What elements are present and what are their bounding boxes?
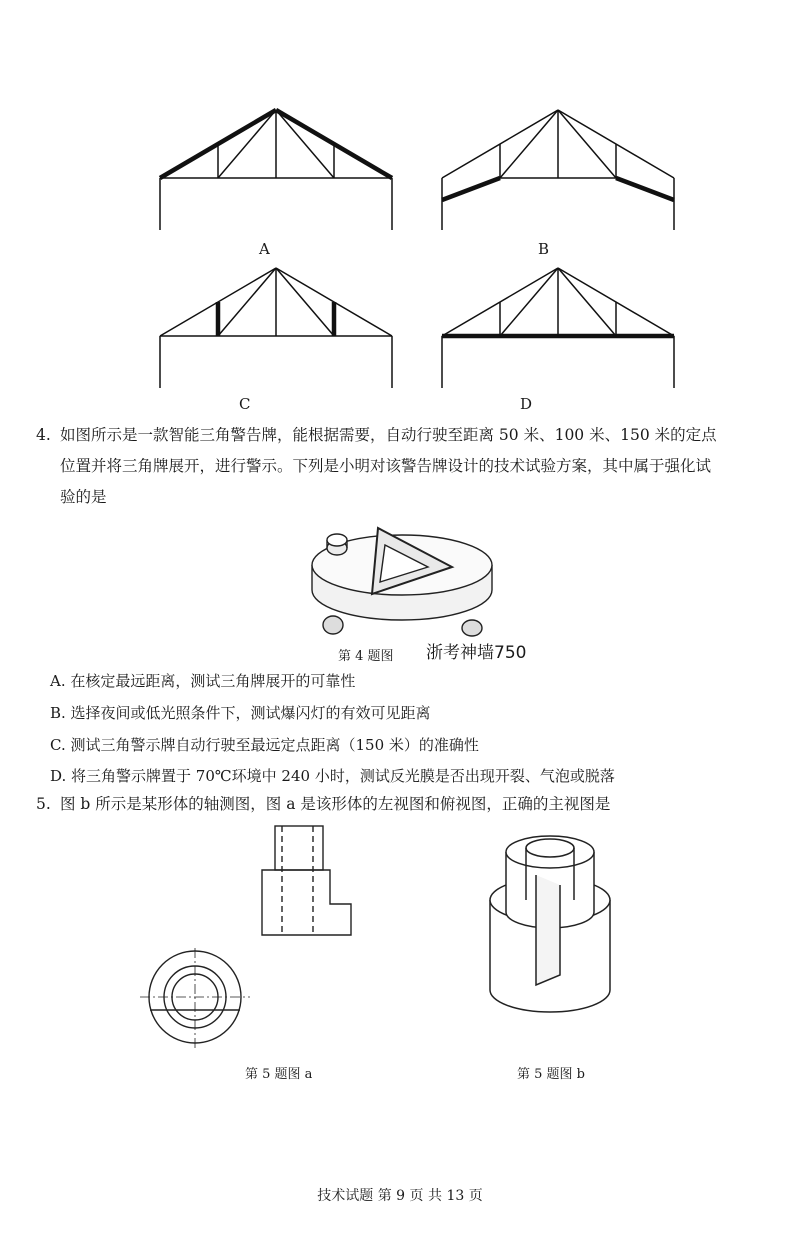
q5-stem: 图 b 所示是某形体的轴测图，图 a 是该形体的左视图和俯视图，正确的主视图是 bbox=[60, 795, 611, 813]
watermark: 浙考神墙750 bbox=[426, 643, 527, 663]
q4-figure-caption: 第 4 题图 bbox=[338, 649, 394, 664]
q4-option-a: A. 在核定最远距离，测试三角牌展开的可靠性 bbox=[50, 672, 356, 690]
q5-number: 5. bbox=[36, 795, 51, 813]
q4-option-c: C. 测试三角警示牌自动行驶至最远定点距离（150 米）的准确性 bbox=[50, 736, 479, 754]
q4-stem-line2: 位置并将三角牌展开，进行警示。下列是小明对该警告牌设计的技术试验方案，其中属于强化试 bbox=[60, 457, 712, 475]
truss-label-b: B bbox=[538, 240, 550, 258]
q5-caption-b: 第 5 题图 b bbox=[517, 1067, 585, 1082]
truss-label-c: C bbox=[239, 395, 251, 413]
q5-caption-a: 第 5 题图 a bbox=[245, 1067, 313, 1082]
q4-option-d: D. 将三角警示牌置于 70℃环境中 240 小时，测试反光膜是否出现开裂、气泡或脱落 bbox=[50, 767, 615, 785]
top-view bbox=[140, 948, 250, 1048]
isometric-view bbox=[490, 836, 610, 1012]
page-footer: 技术试题 第 9 页 共 13 页 bbox=[317, 1188, 483, 1204]
left-view bbox=[262, 826, 351, 935]
q4-number: 4. bbox=[36, 426, 51, 444]
truss-label-a: A bbox=[259, 240, 270, 258]
q4-option-b: B. 选择夜间或低光照条件下，测试爆闪灯的有效可见距离 bbox=[50, 704, 431, 722]
q4-stem-line1: 如图所示是一款智能三角警告牌，能根据需要，自动行驶至距离 50 米、100 米、150 米的定点 bbox=[60, 426, 717, 444]
truss-label-d: D bbox=[520, 395, 533, 413]
q4-stem-line3: 验的是 bbox=[60, 488, 107, 506]
